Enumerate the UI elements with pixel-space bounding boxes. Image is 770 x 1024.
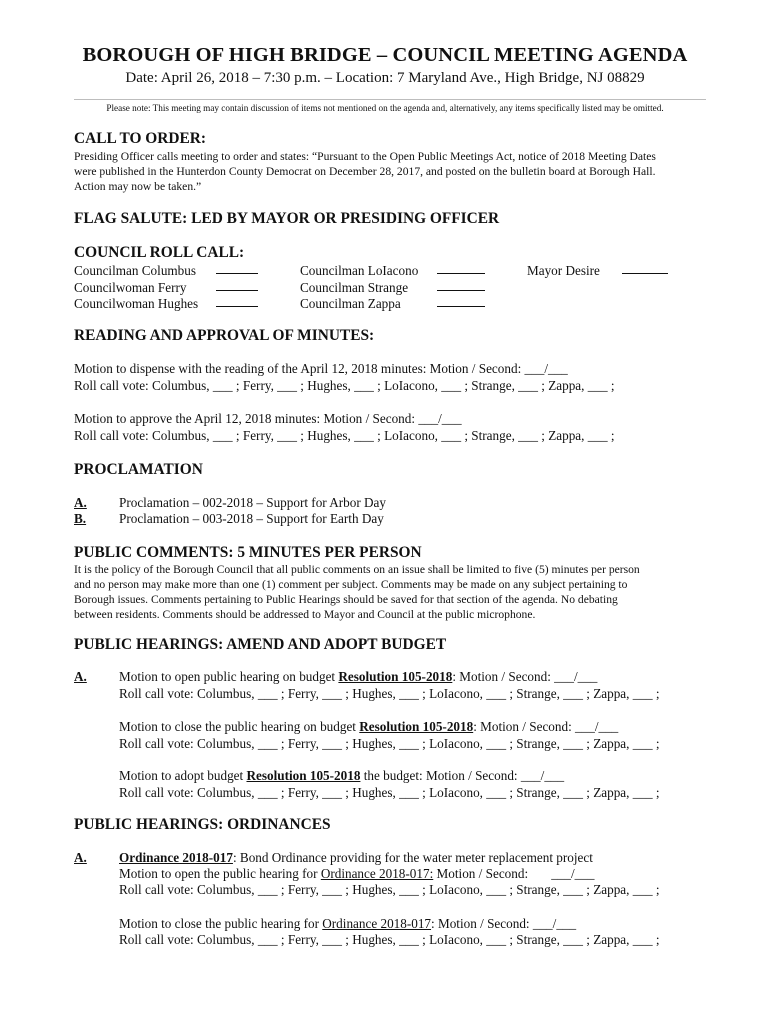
proclamation-letter: A. [74,495,87,510]
roll-call-vote: Roll call vote: Columbus, ___ ; Ferry, ___ ; Hughes, ___ ; LoIacono, ___ ; Strange, ___ ; Zappa, ___ ; [119,932,660,947]
ordinance-open-motion: Motion to open the public hearing for Ordinance 2018-017: Motion / Second: ___/___ [119,866,595,881]
roll-call-blank [216,295,258,307]
roll-call-vote: Roll call vote: Columbus, ___ ; Ferry, ___ ; Hughes, ___ ; LoIacono, ___ ; Strange, ___ ; Zappa, ___ ; [119,785,660,800]
public-comments-line: Borough issues. Comments pertaining to Public Hearings should be saved for that section of the agenda. No debating [74,593,618,606]
call-to-order-line: were published in the Hunterdon County Democrat on December 28, 2017, and posted on the bulletin board at Borough Hall. [74,165,656,178]
roll-call-heading: COUNCIL ROLL CALL: [74,244,245,261]
page-title: BOROUGH OF HIGH BRIDGE – COUNCIL MEETING AGENDA [82,44,688,66]
proclamation-item: Proclamation – 002-2018 – Support for Arbor Day [119,495,387,510]
header-divider [74,99,706,100]
ordinance-title: Ordinance 2018-017: Bond Ordinance providing for the water meter replacement project [119,850,593,865]
proclamation-letter: B. [74,511,87,526]
roll-call-blank [622,262,668,274]
proclamation-heading: PROCLAMATION [74,461,203,478]
roll-call-member: Councilman Strange [300,280,409,295]
roll-call-vote: Roll call vote: Columbus, ___ ; Ferry, ___ ; Hughes, ___ ; LoIacono, ___ ; Strange, ___ ; Zappa, ___ ; [119,736,660,751]
roll-call-blank [437,295,485,307]
ordinances-heading: PUBLIC HEARINGS: ORDINANCES [74,816,331,833]
call-to-order-line: Presiding Officer calls meeting to order and states: “Pursuant to the Open Public Meetings Act, notice of 2018 Meeting Dates [74,150,656,163]
roll-call-member: Councilman Zappa [300,296,401,311]
minutes-motion-approve: Motion to approve the April 12, 2018 minutes: Motion / Second: ___/___ [74,411,462,426]
budget-letter: A. [74,669,87,684]
budget-heading: PUBLIC HEARINGS: AMEND AND ADOPT BUDGET [74,636,447,653]
roll-call-member: Councilwoman Hughes [74,296,199,311]
budget-adopt-motion: Motion to adopt budget Resolution 105-2018 the budget: Motion / Second: ___/___ [119,768,565,783]
meeting-details: Date: April 26, 2018 – 7:30 p.m. – Location: 7 Maryland Ave., High Bridge, NJ 08829 [125,70,645,86]
minutes-motion-dispense: Motion to dispense with the reading of the April 12, 2018 minutes: Motion / Second: ___/___ [74,361,568,376]
roll-call-blank [216,262,258,274]
budget-close-motion: Motion to close the public hearing on budget Resolution 105-2018: Motion / Second: ___/___ [119,719,619,734]
public-comments-line: between residents. Comments should be addressed to Mayor and Council at the public microphone. [74,608,536,621]
roll-call-member: Mayor Desire [527,263,600,278]
roll-call-vote: Roll call vote: Columbus, ___ ; Ferry, ___ ; Hughes, ___ ; LoIacono, ___ ; Strange, ___ ; Zappa, ___ ; [74,428,615,443]
roll-call-member: Councilman Columbus [74,263,196,278]
ordinance-letter: A. [74,850,87,865]
roll-call-blank [216,279,258,291]
ordinance-close-motion: Motion to close the public hearing for Ordinance 2018-017: Motion / Second: ___/___ [119,916,577,931]
public-comments-line: It is the policy of the Borough Council that all public comments on an issue shall be limited to five (5) minutes per person [74,563,640,576]
public-comments-heading: PUBLIC COMMENTS: 5 MINUTES PER PERSON [74,544,422,561]
proclamation-item: Proclamation – 003-2018 – Support for Earth Day [119,511,384,526]
roll-call-blank [437,279,485,291]
flag-salute-heading: FLAG SALUTE: LED BY MAYOR OR PRESIDING OFFICER [74,210,500,227]
minutes-heading: READING AND APPROVAL OF MINUTES: [74,327,375,344]
call-to-order-line: Action may now be taken.” [74,180,202,193]
roll-call-vote: Roll call vote: Columbus, ___ ; Ferry, ___ ; Hughes, ___ ; LoIacono, ___ ; Strange, ___ ; Zappa, ___ ; [119,686,660,701]
call-to-order-heading: CALL TO ORDER: [74,130,206,147]
roll-call-member: Councilman LoIacono [300,263,419,278]
budget-open-motion: Motion to open public hearing on budget Resolution 105-2018: Motion / Second: ___/___ [119,669,598,684]
roll-call-vote: Roll call vote: Columbus, ___ ; Ferry, ___ ; Hughes, ___ ; LoIacono, ___ ; Strange, ___ ; Zappa, ___ ; [119,882,660,897]
agenda-note: Please note: This meeting may contain discussion of items not mentioned on the agenda and, alternatively, any items specifically listed may be omitted. [106,103,664,113]
public-comments-line: and no person may make more than one (1) comment per subject. Comments may be made on any subject pertaining to [74,578,628,591]
roll-call-member: Councilwoman Ferry [74,280,187,295]
roll-call-blank [437,262,485,274]
roll-call-vote: Roll call vote: Columbus, ___ ; Ferry, ___ ; Hughes, ___ ; LoIacono, ___ ; Strange, ___ ; Zappa, ___ ; [74,378,615,393]
